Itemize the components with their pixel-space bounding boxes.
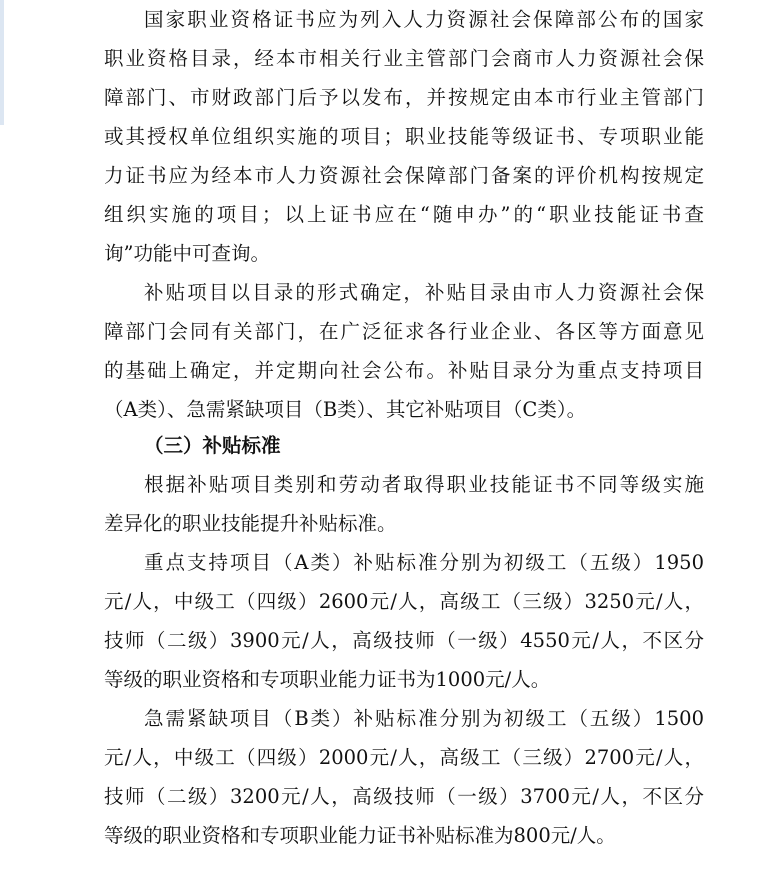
paragraph-line: 重点支持项目（A类）补贴标准分别为初级工（五级）1950	[144, 551, 704, 574]
left-edge-strip	[0, 0, 4, 125]
paragraph-line: 职业资格目录，经本市相关行业主管部门会商市人力资源社会保	[104, 47, 704, 70]
paragraph-line: 差异化的职业技能提升补贴标准。	[104, 512, 397, 535]
paragraph-line: 的基础上确定，并定期向社会公布。补贴目录分为重点支持项目	[104, 359, 704, 382]
paragraph-line: 技师（二级）3200元/人，高级技师（一级）3700元/人，不区分	[104, 785, 704, 808]
paragraph-line: 急需紧缺项目（B类）补贴标准分别为初级工（五级）1500	[144, 707, 704, 730]
paragraph-line: 元/人，中级工（四级）2600元/人，高级工（三级）3250元/人，	[104, 590, 704, 613]
paragraph-line: 障部门、市财政部门后予以发布，并按规定由本市行业主管部门	[104, 86, 704, 109]
paragraph-line: 等级的职业资格和专项职业能力证书补贴标准为800元/人。	[104, 824, 616, 847]
paragraph-line: 询”功能中可查询。	[104, 242, 270, 265]
paragraph-line: 补贴项目以目录的形式确定，补贴目录由市人力资源社会保	[144, 281, 704, 304]
paragraph-line: 组织实施的项目；以上证书应在“随申办”的“职业技能证书查	[104, 203, 704, 226]
paragraph-line: （A类）、急需紧缺项目（B类）、其它补贴项目（C类）。	[104, 398, 587, 421]
paragraph-line: 技师（二级）3900元/人，高级技师（一级）4550元/人，不区分	[104, 629, 704, 652]
paragraph-line: 等级的职业资格和专项职业能力证书为1000元/人。	[104, 668, 551, 691]
paragraph-line: 力证书应为经本市人力资源社会保障部门备案的评价机构按规定	[104, 164, 704, 187]
paragraph-line: 障部门会同有关部门，在广泛征求各行业企业、各区等方面意见	[104, 320, 704, 343]
paragraph-line: 或其授权单位组织实施的项目；职业技能等级证书、专项职业能	[104, 125, 704, 148]
section-heading: （三）补贴标准	[144, 434, 281, 457]
paragraph-line: 国家职业资格证书应为列入人力资源社会保障部公布的国家	[144, 8, 704, 31]
paragraph-line: 元/人，中级工（四级）2000元/人，高级工（三级）2700元/人，	[104, 746, 704, 769]
paragraph-line: 根据补贴项目类别和劳动者取得职业技能证书不同等级实施	[144, 473, 704, 496]
